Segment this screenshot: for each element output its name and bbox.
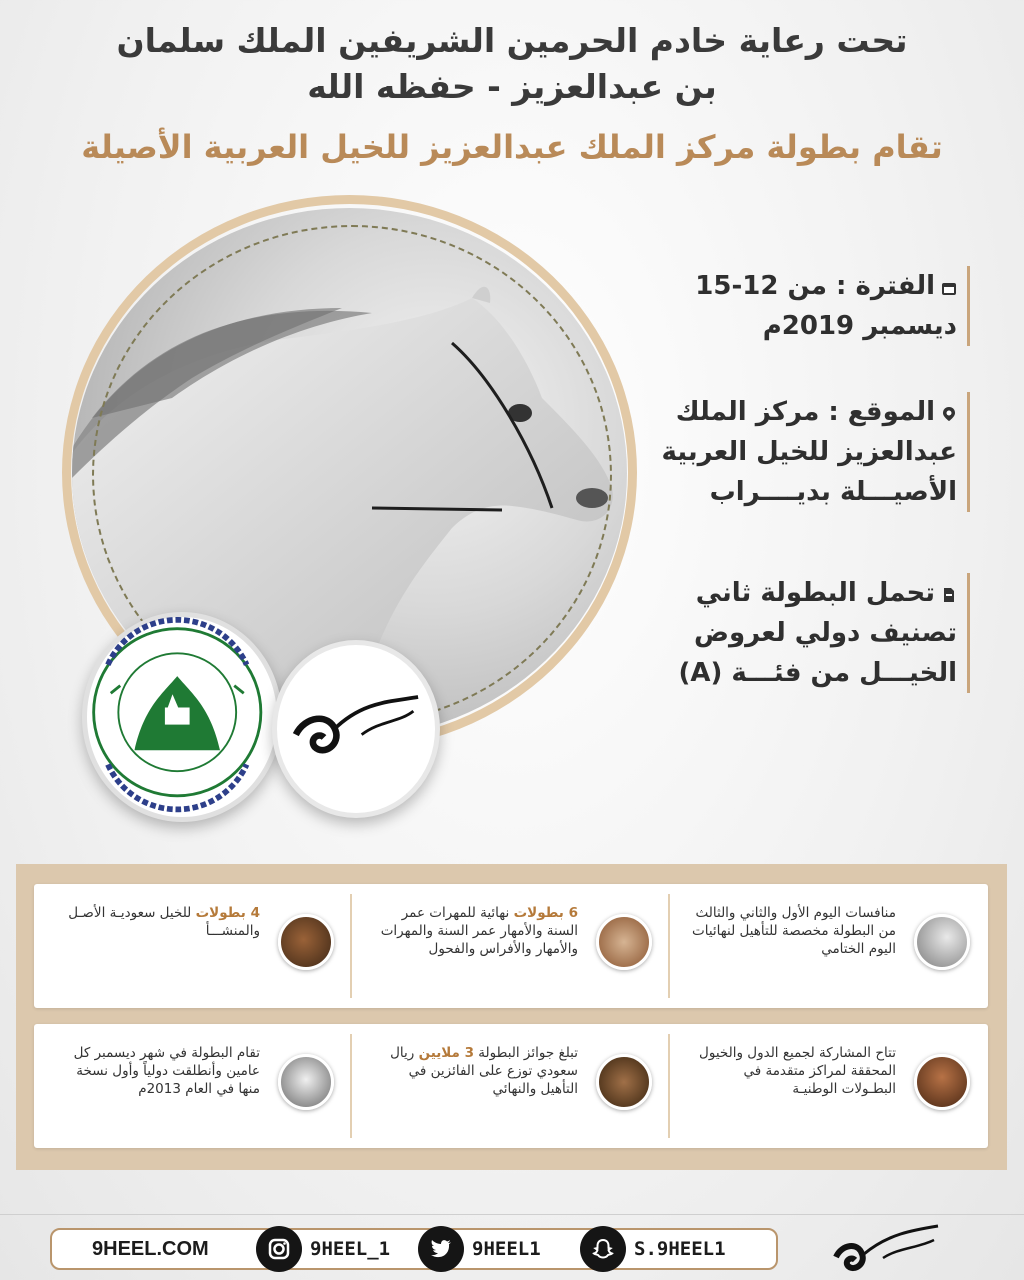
- brand-logo: [828, 1212, 943, 1278]
- location-line-2: عبدالعزيز للخيل العربية: [661, 437, 957, 467]
- classification-line-1: تحمل البطولة ثاني: [678, 573, 957, 613]
- fact-schedule: [34, 1024, 352, 1148]
- location-line-1: الموقع : مركز الملك: [661, 392, 957, 432]
- location-line-3: الأصيـــلة بديــــراب: [709, 477, 957, 507]
- classification-line-3: الخيـــل من فئـــة (A): [678, 658, 957, 688]
- document-icon: [941, 575, 957, 591]
- location-pin-icon: [941, 394, 957, 410]
- calendar-icon: [941, 268, 957, 284]
- king-abdulaziz-center-seal: [82, 612, 282, 822]
- twitter-icon: [418, 1226, 464, 1272]
- patronage-line-2: بن عبدالعزيز - حفظه الله: [307, 67, 717, 106]
- instagram-icon: [256, 1226, 302, 1272]
- info-period: [695, 266, 970, 346]
- fact-highlight: 6 بطولات: [513, 905, 578, 921]
- website-link[interactable]: 9HEEL.COM: [92, 1237, 209, 1260]
- period-line-1: الفترة : من 12-15: [695, 266, 957, 306]
- info-classification: [678, 573, 970, 693]
- foal-thumb: [596, 914, 652, 970]
- fact-text: 4 بطولات للخيل سعوديـة الأصـل والمنشـــأ: [68, 905, 260, 939]
- fact-text: تتاح المشاركة لجميع الدول والخيول المحققة لمراكز متقدمة في البطـولات الوطنيـة: [699, 1045, 896, 1097]
- fact-six-championships: [352, 884, 670, 1008]
- period-line-2: ديسمبر 2019م: [762, 311, 957, 341]
- fact-four-championships: [34, 884, 352, 1008]
- fact-highlight: 3 ملايين: [418, 1045, 475, 1061]
- brand-logo-badge: [272, 640, 440, 818]
- grey-horse-thumb: [914, 914, 970, 970]
- fact-text: 6 بطولات نهائية للمهرات عمر السنة والأمهار عمر السنة والمهرات والأمهار والأفراس والفحول: [380, 905, 578, 957]
- chestnut-horse-thumb: [914, 1054, 970, 1110]
- fact-text: تقام البطولة في شهر ديسمبر كل عامين وأنطلقت دولياً وأول نسخة منها في العام 2013م: [73, 1045, 260, 1097]
- fact-qualification-days: [670, 884, 988, 1008]
- info-location: [661, 392, 970, 512]
- facts-card-row-1: [34, 884, 988, 1008]
- instagram-link[interactable]: 9HEEL_1: [256, 1230, 390, 1268]
- fact-text: تبلغ جوائز البطولة 3 ملايين ريال سعودي توزع على الفائزين في التأهيل والنهائي: [390, 1045, 578, 1097]
- running-horse-thumb: [596, 1054, 652, 1110]
- fact-prizes: [352, 1024, 670, 1148]
- fact-participation: [670, 1024, 988, 1148]
- bay-horse-thumb: [278, 914, 334, 970]
- event-title: تقام بطولة مركز الملك عبدالعزيز للخيل العربية الأصيلة: [81, 128, 943, 166]
- snapchat-link[interactable]: S.9HEEL1: [580, 1230, 726, 1268]
- white-horse-thumb: [278, 1054, 334, 1110]
- patronage-line-1: تحت رعاية خادم الحرمين الشريفين الملك سلمان: [116, 21, 908, 60]
- facts-card-row-2: [34, 1024, 988, 1148]
- twitter-link[interactable]: 9HEEL1: [418, 1230, 541, 1268]
- snapchat-icon: [580, 1226, 626, 1272]
- fact-text: منافسات اليوم الأول والثاني والثالث من البطولة مخصصة للتأهيل لنهائيات اليوم الختامي: [692, 905, 896, 957]
- social-footer: [50, 1228, 778, 1270]
- header: [0, 18, 1024, 170]
- fact-highlight: 4 بطولات: [195, 905, 260, 921]
- classification-line-2: تصنيف دولي لعروض: [694, 618, 957, 648]
